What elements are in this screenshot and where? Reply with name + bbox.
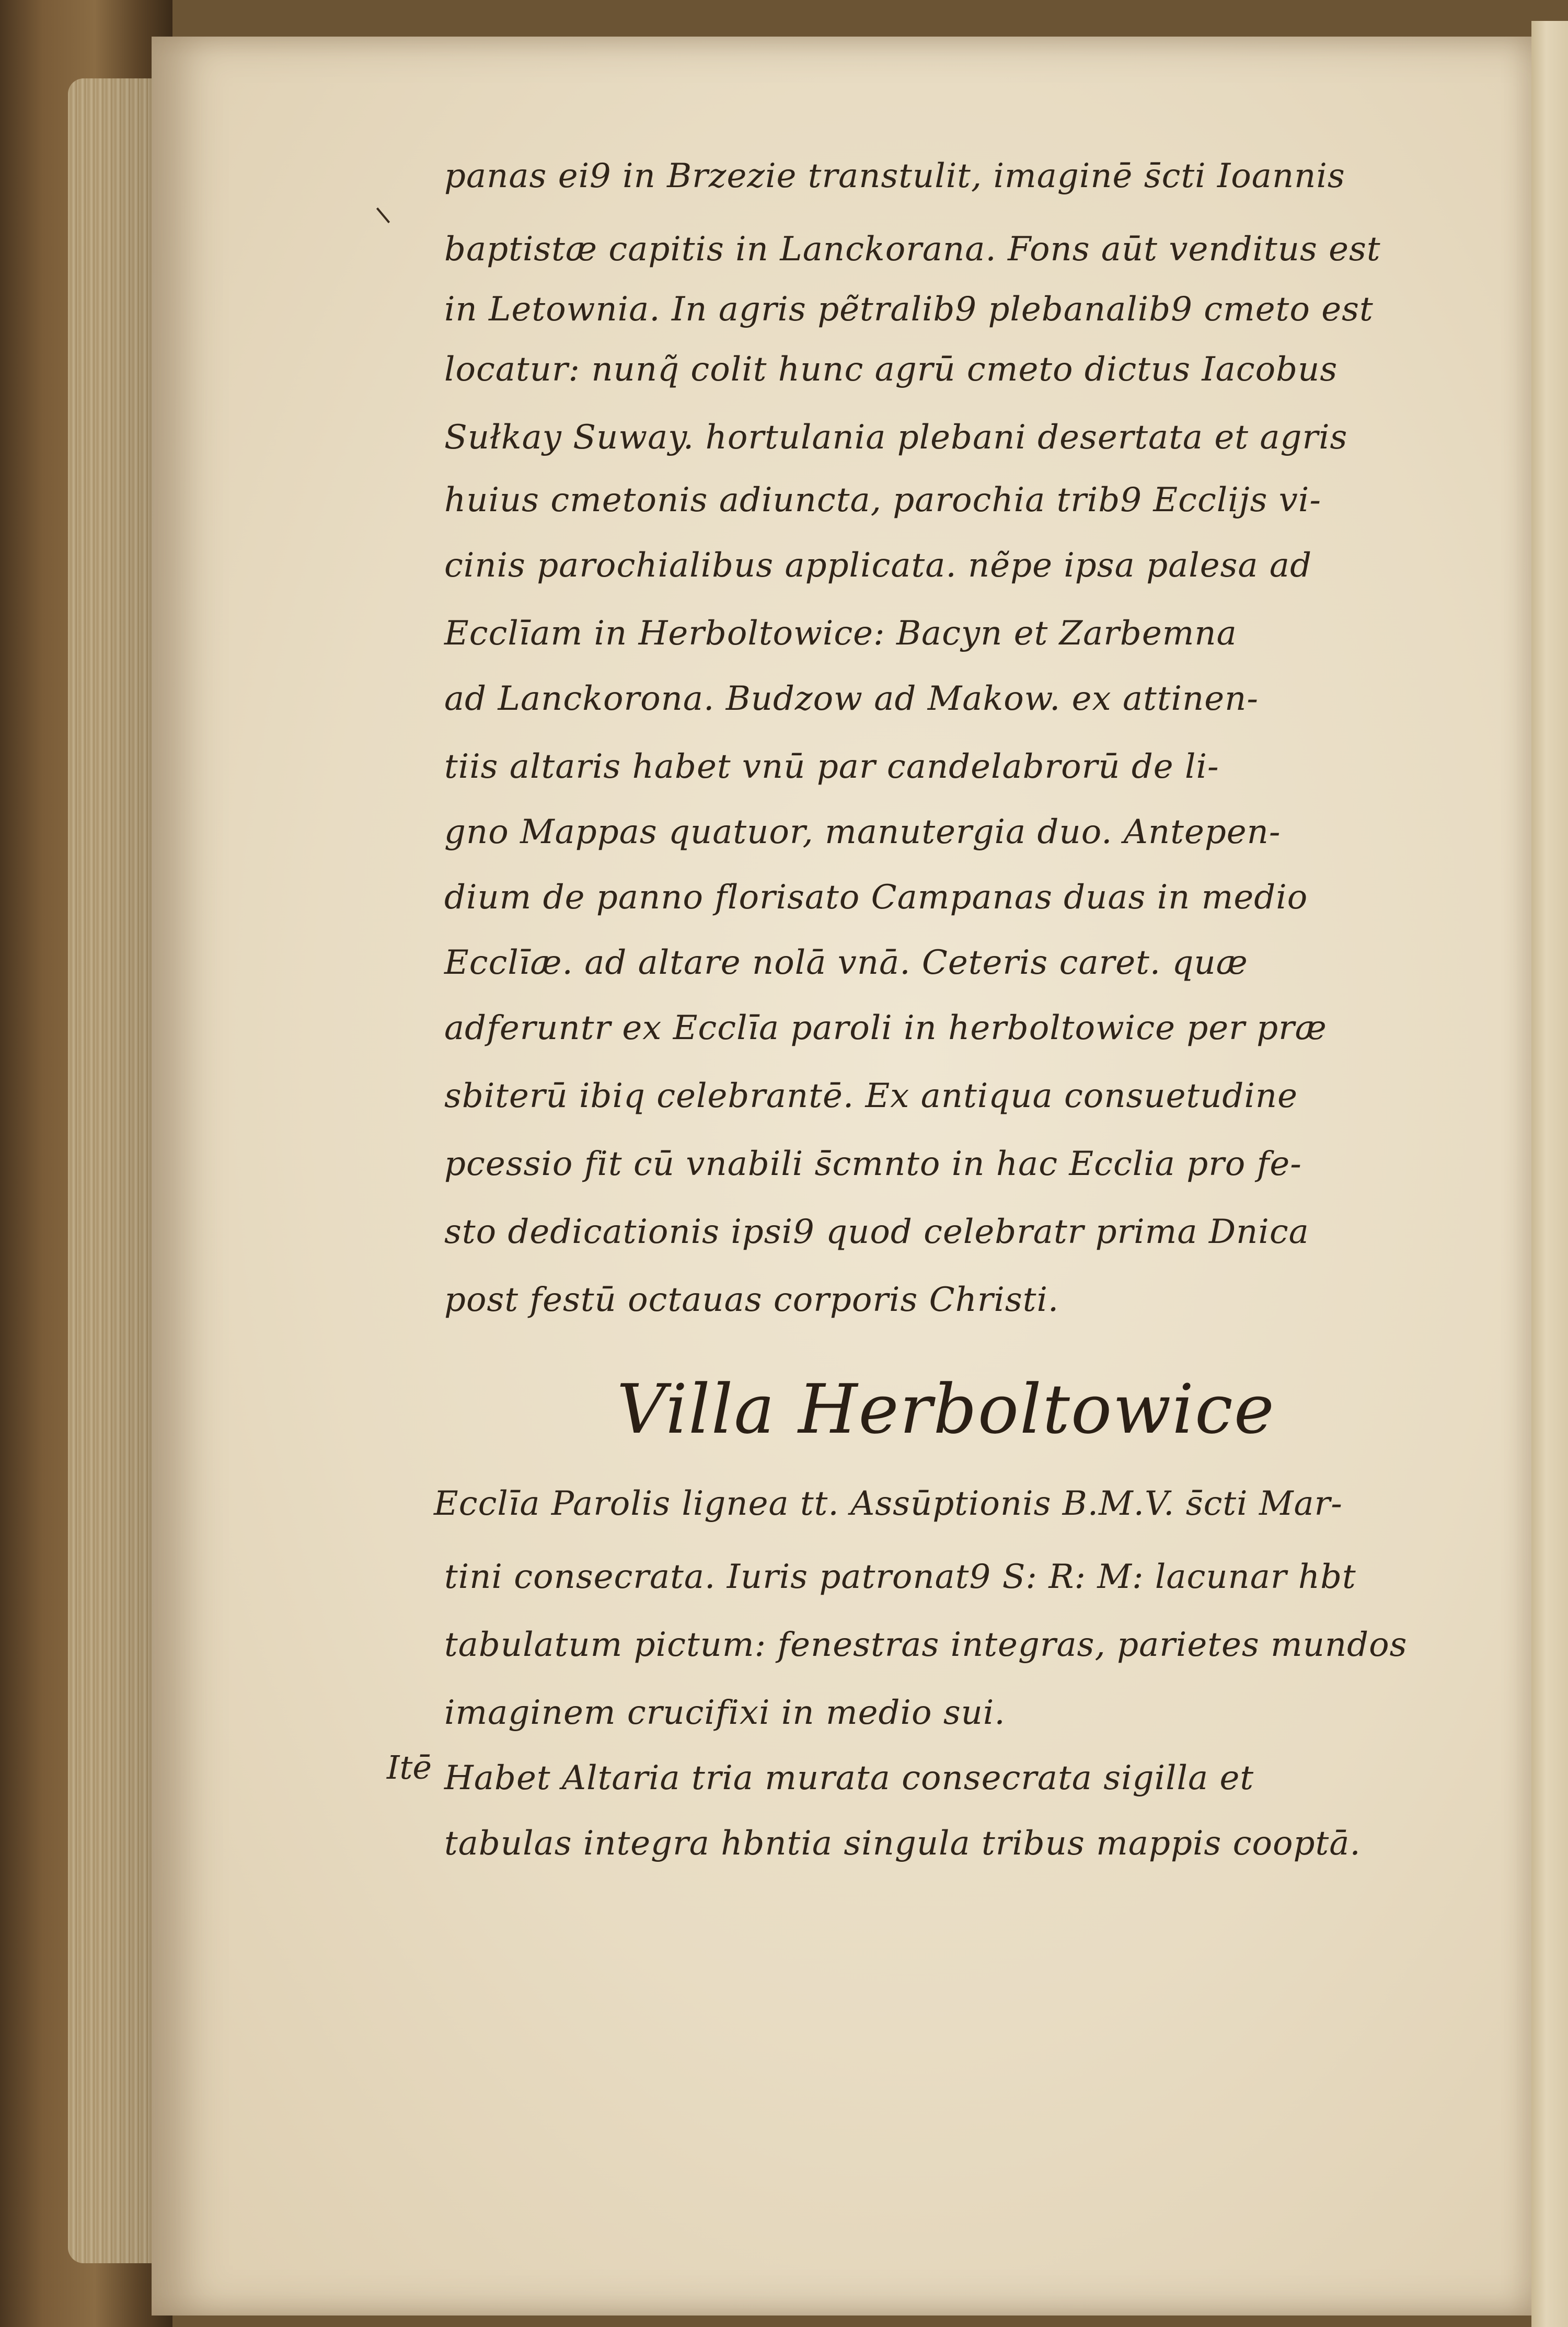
text-line: Ecclīam in Herboltowice: Bacyn et Zarbemna (444, 614, 1237, 653)
text-line: tabulatum pictum: fenestras integras, parietes mundos (444, 1626, 1408, 1664)
text-line: Ecclīæ. ad altare nolā vnā. Ceteris caret. quæ (444, 943, 1248, 982)
text-line: post festū octauas corporis Christi. (444, 1281, 1059, 1319)
text-line: Sułkay Suway. hortulania plebani desertata et agris (444, 418, 1348, 457)
text-line: cinis parochialibus applicata. nẽpe ipsa palesa ad (444, 546, 1312, 585)
text-line: ad Lanckorona. Budzow ad Makow. ex attinen- (444, 679, 1259, 718)
section-heading: Villa Herboltowice (617, 1369, 1275, 1449)
text-line: huius cmetonis adiuncta, parochia trib9 Ecclijs vi- (444, 481, 1321, 520)
text-line: sto dedicationis ipsi9 quod celebratr prima Dnica (444, 1213, 1309, 1251)
text-line: Habet Altaria tria murata consecrata sigilla et (444, 1759, 1254, 1798)
margin-note: Itē (387, 1748, 432, 1787)
text-line: adferuntr ex Ecclīa paroli in herboltowice per præ (444, 1009, 1327, 1047)
text-line: in Letownia. In agris pẽtralib9 plebanalib9 cmeto est (444, 290, 1374, 329)
text-line: locatur: nunq̃ colit hunc agrū cmeto dictus Iacobus (444, 350, 1338, 389)
text-line: imaginem crucifixi in medio sui. (444, 1694, 1006, 1732)
text-line: panas ei9 in Brzezie transtulit, imaginē s̄cti Ioannis (444, 157, 1345, 195)
text-line: tabulas integra hbntia singula tribus mappis cooptā. (444, 1824, 1361, 1863)
text-line: pcessio fit cū vnabili s̄cmnto in hac Ecclia pro fe- (444, 1145, 1302, 1183)
text-line: tini consecrata. Iuris patronat9 S: R: M: lacunar hbt (444, 1558, 1356, 1596)
text-line: tiis altaris habet vnū par candelabrorū de li- (444, 747, 1219, 786)
text-line: sbiterū ibiq celebrantē. Ex antiqua consuetudine (444, 1077, 1298, 1115)
text-line: dium de panno florisato Campanas duas in medio (444, 878, 1308, 917)
text-line: baptistæ capitis in Lanckorana. Fons aūt venditus est (444, 230, 1381, 269)
text-line: Ecclīa Parolis lignea tt. Assūptionis B.M.V. s̄cti Mar- (434, 1484, 1343, 1523)
text-line: gno Mappas quatuor, manutergia duo. Antepen- (444, 813, 1281, 851)
